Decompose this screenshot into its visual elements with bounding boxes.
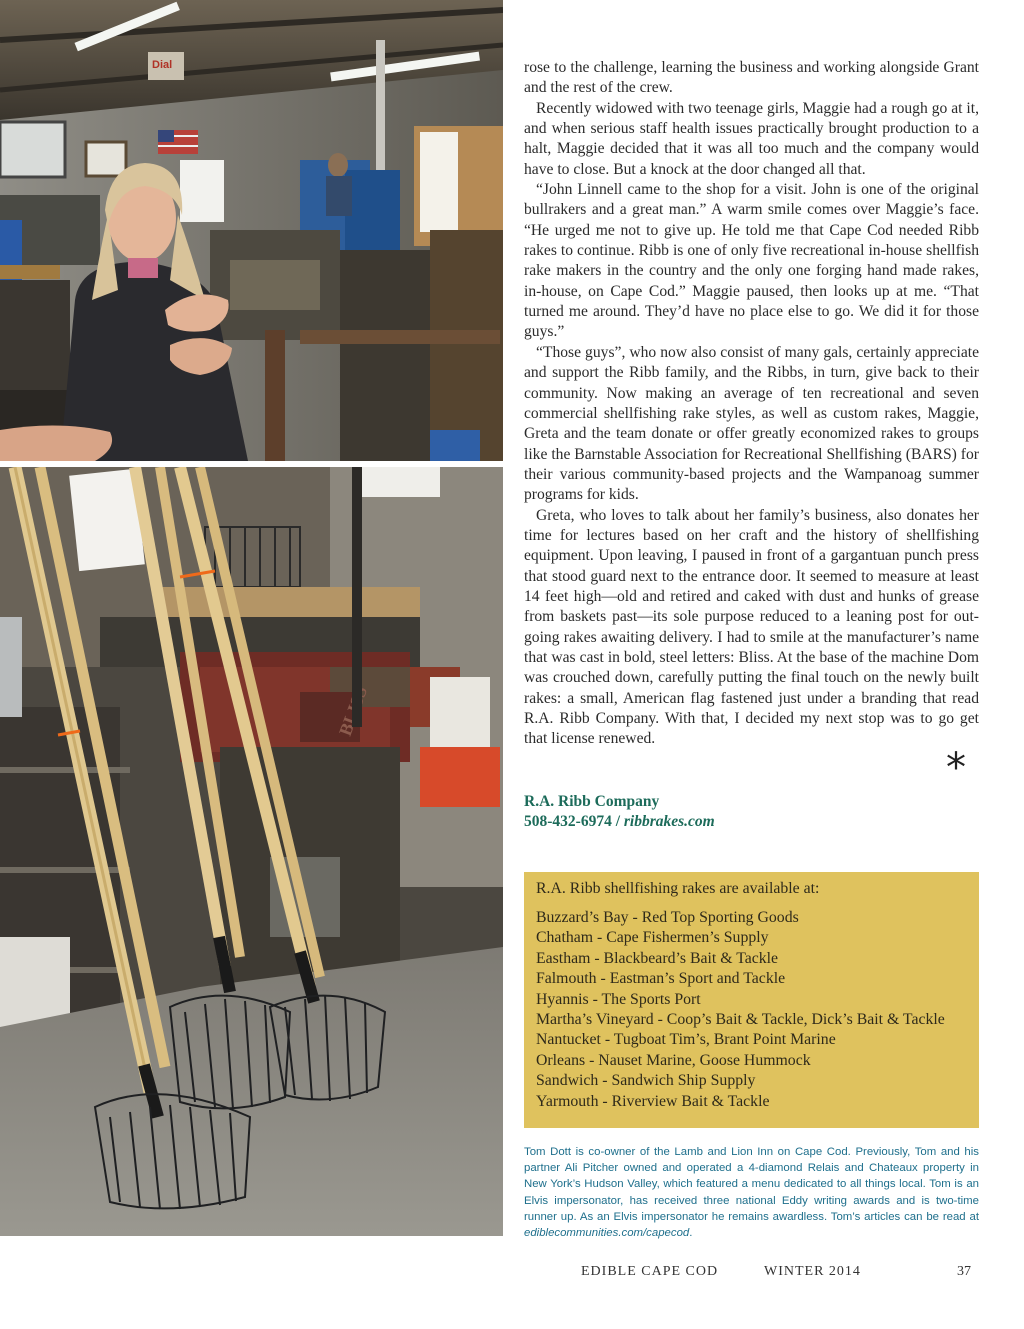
retailer-item: Yarmouth - Riverview Bait & Tackle: [536, 1092, 770, 1110]
author-bio-end: .: [689, 1227, 693, 1240]
footer-magazine: EDIBLE CAPE COD: [581, 1264, 719, 1279]
company-phone: 508-432-6974: [524, 813, 612, 830]
availability-box: [524, 872, 979, 1128]
paragraph-5: Greta, who loves to talk about her family’s business, also donates her time for lectures based on her craft and the history of shellfishing equipment. Upon leaving, I paused in front of a gargantuan punch press that stood guard next to the entrance door. It seemed to measure at least 14 feet high—old and retired and caked with dust and hunks of grease from baskets past—its sole purpose reduced to a leaning post for out-going rakes awaiting delivery. I had to smile at the manufacturer’s name that was cast in bold, steel letters: Bliss. At the base of the machine Dom was crouched down, carefully putting the final touch on the newly built rakes: a small, American flag fastened just under a branding that read R.A. Ribb Company. With that, I decided my next stop was to go get that license renewed.: [524, 506, 979, 748]
retailer-list: [536, 908, 967, 1112]
footer-page-number: 37: [957, 1264, 971, 1279]
paragraph-4: “Those guys”, who now also consist of many gals, certainly appreciate and support the Ribb family, and the Ribbs, in turn, give back to their community. Now making an average of ten recreational and seven commercial shellfishing rake styles, as well as custom rakes, Maggie, Greta and the team donate or offer greatly economized rakes to groups like the Barnstable Association for Recreational Shellfishing (BARS) for their various community-based projects and the Wampanoag summer programs for kids.: [524, 343, 979, 504]
page-footer: [0, 1264, 1024, 1284]
company-website-link[interactable]: ribbrakes.com: [623, 813, 715, 830]
paragraph-3: “John Linnell came to the shop for a visit. John is one of the original bullrakers and a great man.” A warm smile comes over Maggie’s face. “He urged me not to give up. He told me that Cape Cod needed Ribb rakes to continue. Ribb is one of only five recreational in-house shellfish rake makers in the country and the only one forging hand made rakes, in-house, on Cape Cod.” Maggie paused, then looks up at me. “That turned me around. They’d have no place else to go. We did it for those guys.”: [524, 181, 979, 341]
retailer-item: Falmouth - Eastman’s Sport and Tackle: [536, 970, 786, 988]
retailer-item: Sandwich - Sandwich Ship Supply: [536, 1072, 756, 1090]
paragraph-1: rose to the challenge, learning the business and working alongside Grant and the rest of the crew.: [524, 59, 979, 97]
workshop-scene: [0, 0, 503, 461]
end-mark-asterisk: *: [946, 745, 966, 791]
retailer-item: Orleans - Nauset Marine, Goose Hummock: [536, 1051, 811, 1069]
author-bio: [524, 1144, 979, 1241]
dial-sign-text: Dial: [152, 59, 173, 71]
paragraph-2: Recently widowed with two teenage girls, Maggie had a rough go at it, and when serious staff health issues practically brought production to a halt, Maggie decided that it was all too much and the company would have to close. But a knock at the door changed all that.: [524, 99, 979, 178]
retailer-item: Chatham - Cape Fishermen’s Supply: [536, 929, 769, 947]
contact-separator: /: [611, 813, 624, 830]
retailer-item: Nantucket - Tugboat Tim’s, Brant Point Marine: [536, 1031, 836, 1049]
availability-heading: R.A. Ribb shellfishing rakes are available at:: [536, 880, 820, 897]
author-bio-text: Tom Dott is co-owner of the Lamb and Lion Inn on Cape Cod. Previously, Tom and his partner Ali Pitcher owned and operated a 4-diamond Relais and Chateaux property in New York’s Hudson Valley, which featured a menu dedicated to all things local. Tom is an Elvis impersonator, has received three national Eddy writing awards and is two-time runner up. As an Elvis impersonator he remains awardless. Tom’s articles can be read at: [524, 1146, 979, 1223]
article-body: [524, 58, 979, 750]
retailer-item: Hyannis - The Sports Port: [536, 990, 701, 1008]
photo-rakes-punch-press: [0, 467, 503, 1236]
retailer-item: Martha’s Vineyard - Coop’s Bait & Tackle, Dick’s Bait & Tackle: [536, 1011, 945, 1029]
photo-workshop-maggie: [0, 0, 503, 461]
company-name: R.A. Ribb Company: [524, 793, 660, 810]
company-contact: [524, 792, 979, 832]
author-articles-link[interactable]: ediblecommunities.com/capecod: [524, 1227, 690, 1240]
retailer-item: Buzzard’s Bay - Red Top Sporting Goods: [536, 909, 799, 926]
footer-issue: WINTER 2014: [764, 1264, 861, 1279]
rakes-scene: [0, 467, 503, 1236]
retailer-item: Eastham - Blackbeard’s Bait & Tackle: [536, 949, 779, 967]
contact-line: [524, 812, 979, 832]
